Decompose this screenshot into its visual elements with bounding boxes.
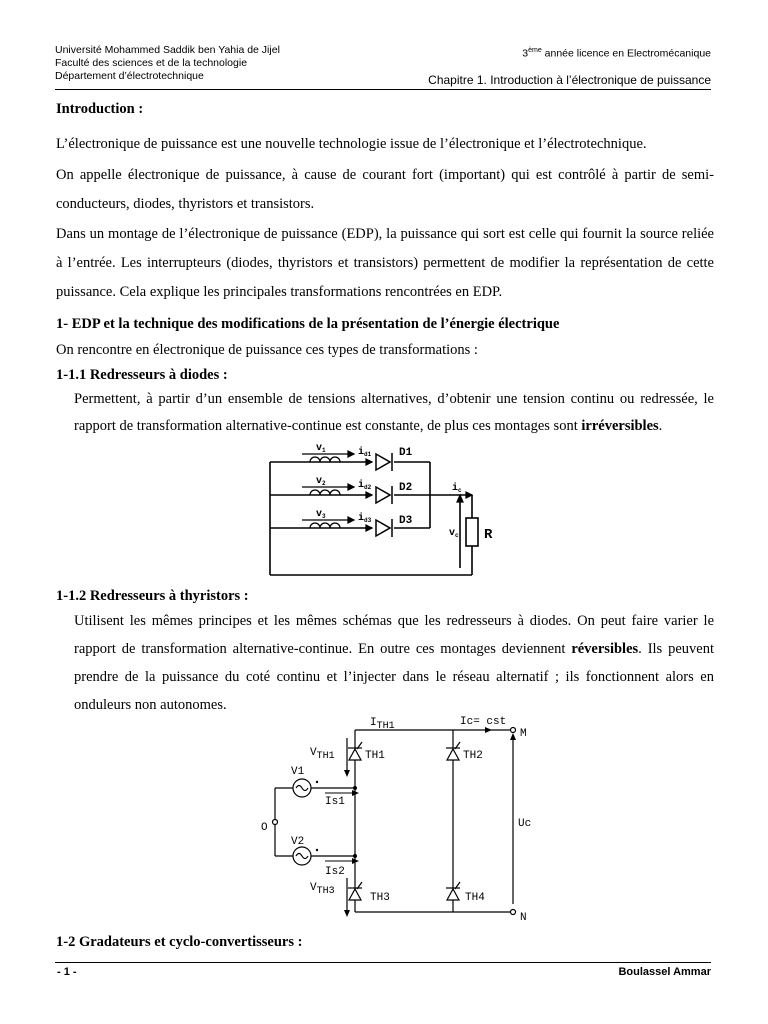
section-1-1-2-text <box>74 607 714 719</box>
label-id1: $i_{d1}$ <box>358 447 372 458</box>
label-m: M <box>520 728 527 740</box>
s112-bold: réversibles <box>571 641 639 657</box>
label-d2: D2 <box>399 482 413 494</box>
header-department: Département d’électrotechnique <box>55 70 204 82</box>
header-rule <box>55 89 711 90</box>
diode-icons <box>376 453 392 537</box>
header-year <box>522 44 711 61</box>
page-number: - 1 - <box>57 966 77 978</box>
thyristor-bridge-diagram <box>255 708 545 930</box>
label-v1: V1 <box>291 766 305 778</box>
label-v2: V2 <box>291 836 305 848</box>
footer-author: Boulassel Ammar <box>618 966 711 978</box>
intro-heading: Introduction : <box>56 101 144 117</box>
label-th1: TH1 <box>365 750 385 762</box>
label-ic-cst: Ic= cst <box>460 716 507 728</box>
s112-text-end: . Ils peuvent prendre de la puissance du coté continu et l’injecter dans le réseau alternatif ; ils fonctionnent alors en onduleurs non autonomes. <box>74 641 715 713</box>
thyristor-icons <box>348 742 460 900</box>
paragraph-3: Dans un montage de l’électronique de puissance (EDP), la puissance qui sort est celle qui fournit la source reliée à l’entrée. Les interrupteurs (diodes, thyristors et transistors) permettent de modifier la représentation de cette puissance. Cela explique les principales transformations rencontrées en EDP. <box>56 226 714 300</box>
label-uc: Uc <box>518 818 532 830</box>
label-is2: Is2 <box>325 866 345 878</box>
s111-end: . <box>658 418 663 434</box>
label-vc: $v_c$ <box>449 528 459 539</box>
label-d1: D1 <box>399 447 413 459</box>
s112-text: Utilisent les mêmes principes et les mêmes schémas que les redresseurs à diodes. On peut faire varier le rapport de transformation alternative-continue. En outre ces montages deviennent <box>74 613 714 657</box>
s111-text: Permettent, à partir d’un ensemble de tensions alternatives, d’obtenir une tension continu ou redressée, le rapport de transformation alternative-continue est constante, de plus ces montages sont <box>74 391 714 434</box>
paragraph-2: On appelle électronique de puissance, à cause de courant fort (important) qui est contrôlé à partir de semi-conducteurs, diodes, thyristors et transistors. <box>56 167 714 212</box>
section-1-1-1-heading: 1-1.1 Redresseurs à diodes : <box>56 367 228 383</box>
header-institution <box>55 44 280 83</box>
year-number: 3 <box>522 47 529 60</box>
label-th2: TH2 <box>463 750 483 762</box>
label-v1: $v_1$ <box>316 443 326 454</box>
year-program: année licence en Electromécanique <box>541 47 711 60</box>
section-1-1-2-heading: 1-1.2 Redresseurs à thyristors : <box>56 588 249 604</box>
label-v2: $v_2$ <box>316 476 326 487</box>
label-vth3: VTH3 <box>310 882 335 897</box>
s111-bold: irréversibles <box>581 418 659 434</box>
label-id2: $i_{d2}$ <box>358 480 372 491</box>
diode-rectifier-diagram <box>262 440 512 580</box>
label-vth1: VTH1 <box>310 747 335 762</box>
label-th4: TH4 <box>465 892 485 904</box>
label-id3: $i_{d3}$ <box>358 513 372 524</box>
section-1-heading: 1- EDP et la technique des modifications de la présentation de l’énergie électrique <box>56 316 560 332</box>
section-1-text: On rencontre en électronique de puissance ces types de transformations : <box>56 342 478 358</box>
label-o: O <box>261 822 268 834</box>
label-th3: TH3 <box>370 892 390 904</box>
label-is1: Is1 <box>325 796 345 808</box>
label-ith1: ITH1 <box>370 717 395 732</box>
year-superscript: ème <box>528 47 542 54</box>
label-d3: D3 <box>399 515 413 527</box>
header-chapter: Chapitre 1. Introduction à l’électronique de puissance <box>428 73 711 87</box>
paragraph-1: L’électronique de puissance est une nouvelle technologie issue de l’électronique et l’électrotechnique. <box>56 136 647 152</box>
header-faculty: Faculté des sciences et de la technologie <box>55 57 248 69</box>
label-v3: $v_3$ <box>316 509 326 520</box>
section-1-2-heading: 1-2 Gradateurs et cyclo-convertisseurs : <box>56 934 303 950</box>
label-ic: $i_c$ <box>452 483 462 494</box>
label-n: N <box>520 912 527 924</box>
footer-rule <box>55 962 711 963</box>
header-university: Université Mohammed Saddik ben Yahia de Jijel <box>55 44 280 56</box>
section-1-1-1-text <box>74 386 714 440</box>
label-r: R <box>484 527 493 543</box>
